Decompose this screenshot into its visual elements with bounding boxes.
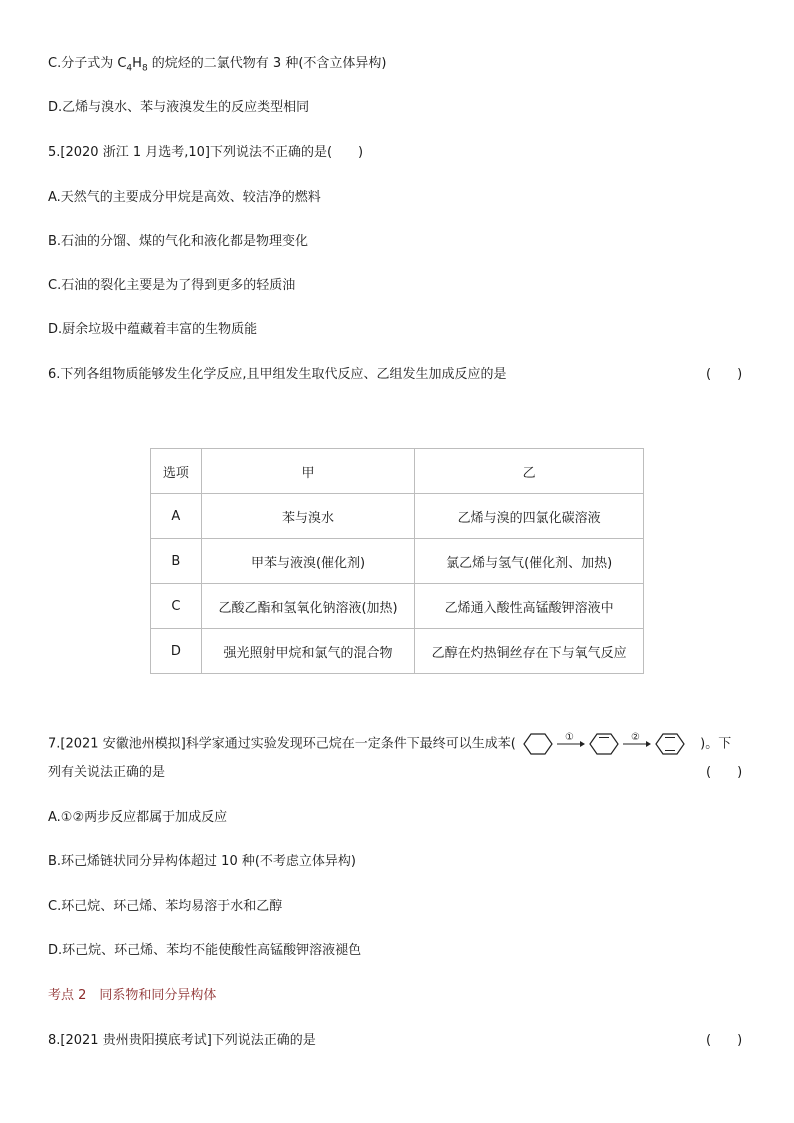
cyclohexane-to-benzene-scheme [520, 731, 696, 757]
table-header-cell: 选项 [151, 449, 202, 494]
table-row [151, 539, 644, 584]
table-cell: 苯与溴水 [201, 494, 415, 539]
table-row [151, 494, 644, 539]
table-cell: 乙酸乙酯和氢氧化钠溶液(加热) [201, 584, 415, 629]
q7-stem-line2: 列有关说法正确的是 [48, 765, 166, 780]
table-cell: A [151, 494, 202, 539]
table-cell: 氯乙烯与氢气(催化剂、加热) [415, 539, 644, 584]
step-2-label: ② [630, 732, 640, 743]
arrow-head-1 [580, 741, 585, 747]
q7-stem-line1: 7.[2021 安徽池州模拟]科学家通过实验发现环己烷在一定条件下最终可以生成苯( ① ② )。下 [48, 731, 731, 757]
q7-option-b: B.环己烯链状同分异构体超过 10 种(不考虑立体异构) [48, 854, 357, 869]
q8-answer-paren: ( ) [706, 1033, 743, 1048]
table-cell: D [151, 629, 202, 674]
table-cell: 乙烯与溴的四氯化碳溶液 [415, 494, 644, 539]
step-1-label: ① [564, 732, 574, 743]
q4-option-d: D.乙烯与溴水、苯与液溴发生的反应类型相同 [48, 100, 310, 115]
q5-option-b: B.石油的分馏、煤的气化和液化都是物理变化 [48, 234, 309, 249]
arrow-head-2 [646, 741, 651, 747]
benzene-double-bond-3 [660, 738, 664, 744]
q7-option-d: D.环己烷、环己烯、苯均不能使酸性高锰酸钾溶液褪色 [48, 943, 362, 958]
table-row [151, 584, 644, 629]
q7-option-c: C.环己烷、环己烯、苯均易溶于水和乙醇 [48, 899, 283, 914]
cyclohexane-ring-icon [524, 734, 552, 754]
table-cell: 甲苯与液溴(催化剂) [201, 539, 415, 584]
table-header-cell: 甲 [201, 449, 415, 494]
q6-options-table [150, 448, 644, 674]
q5-option-c: C.石油的裂化主要是为了得到更多的轻质油 [48, 278, 296, 293]
q7-answer-paren: ( ) [706, 765, 743, 780]
q8-stem: 8.[2021 贵州贵阳摸底考试]下列说法正确的是 [48, 1033, 316, 1048]
table-header-cell: 乙 [415, 449, 644, 494]
q7-option-a: A.①②两步反应都属于加成反应 [48, 810, 228, 825]
table-cell: 强光照射甲烷和氯气的混合物 [201, 629, 415, 674]
section-heading: 考点 2 同系物和同分异构体 [48, 988, 217, 1003]
table-cell: 乙醇在灼热铜丝存在下与氧气反应 [415, 629, 644, 674]
q4-option-c: C.分子式为 $C_4H_8$ 的烷烃的二氯代物有 3 种(不含立体异构) [48, 56, 387, 74]
q6-stem: 6.下列各组物质能够发生化学反应,且甲组发生取代反应、乙组发生加成反应的是 [48, 367, 507, 382]
table-header-row [151, 449, 644, 494]
table-row [151, 629, 644, 674]
q6-answer-paren: ( ) [706, 367, 743, 382]
q5-option-a: A.天然气的主要成分甲烷是高效、较洁净的燃料 [48, 190, 321, 205]
table-cell: B [151, 539, 202, 584]
q5-option-d: D.厨余垃圾中蕴藏着丰富的生物质能 [48, 322, 258, 337]
table-cell: C [151, 584, 202, 629]
table-cell: 乙烯通入酸性高锰酸钾溶液中 [415, 584, 644, 629]
q5-stem: 5.[2020 浙江 1 月选考,10]下列说法不正确的是( ) [48, 145, 364, 160]
